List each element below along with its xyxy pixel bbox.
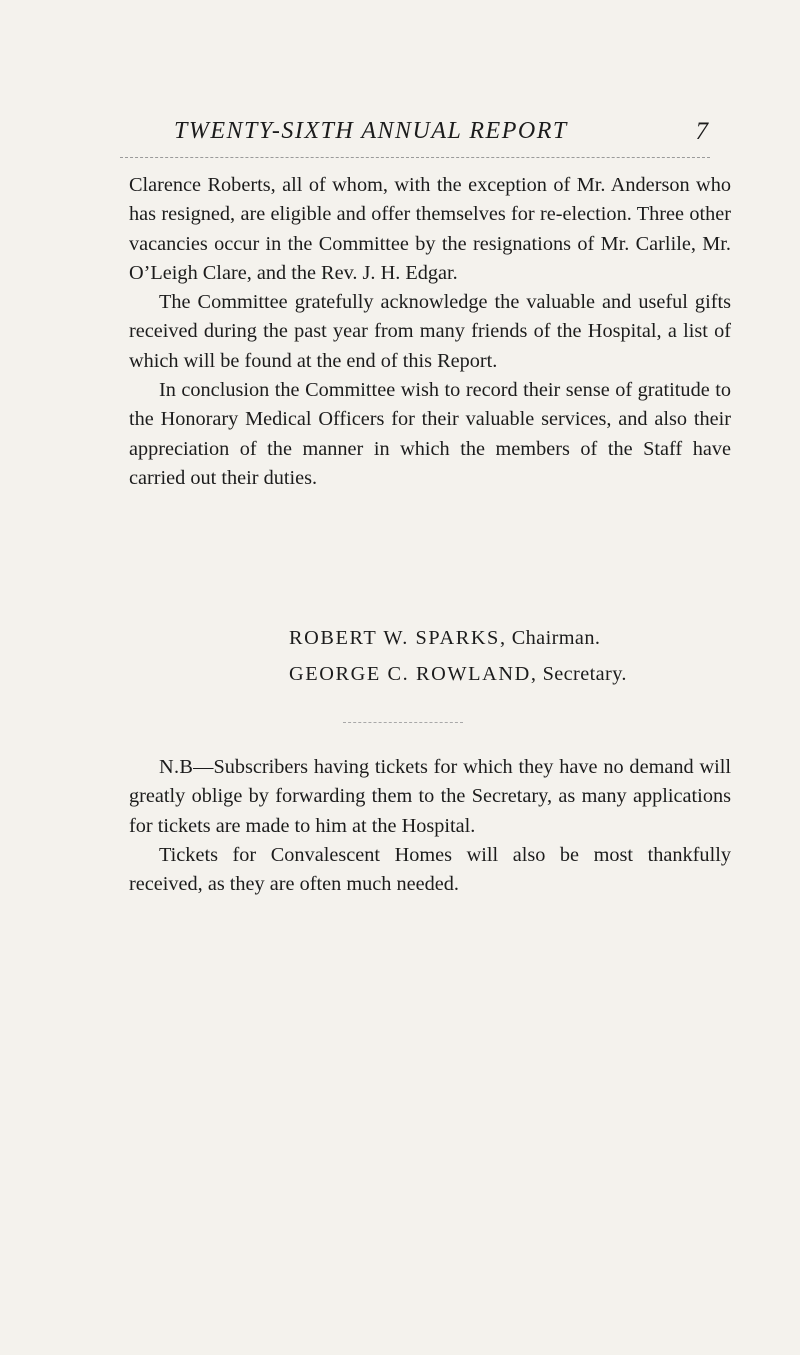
body-paragraph-conclusion: In conclusion the Committee wish to record their sense of gratitude to the Honorary Medical Officers for their valuable services, and also their appreciation of the manner in which the members of the Staff have carried out their duties. bbox=[129, 379, 731, 489]
note-text: —Subscribers having tickets for which they have no demand will greatly oblige by forwarding them to the Secretary, as many applications for tickets are made to him at the Hospital. bbox=[129, 756, 731, 837]
report-body bbox=[129, 171, 731, 493]
signature-chairman bbox=[289, 620, 627, 656]
body-paragraph-gifts: The Committee gratefully acknowledge the valuable and useful gifts received during the past year from many friends of the Hospital, a list of which will be found at the end of this Report. bbox=[129, 291, 731, 372]
signature-secretary bbox=[289, 656, 627, 692]
signature-name: GEORGE C. ROWLAND, bbox=[289, 663, 538, 685]
running-head bbox=[120, 118, 712, 152]
signature-title: Chairman. bbox=[511, 627, 601, 649]
page-number: 7 bbox=[695, 118, 708, 145]
signature-block bbox=[289, 620, 627, 692]
signature-name: ROBERT W. SPARKS, bbox=[289, 627, 507, 649]
subscriber-note bbox=[129, 753, 731, 899]
header-rule bbox=[120, 157, 710, 158]
running-title: TWENTY-SIXTH ANNUAL REPORT bbox=[174, 118, 568, 144]
note-paragraph-convalescent: Tickets for Convalescent Homes will also be most thankfully received, as they are often much needed. bbox=[129, 843, 731, 896]
note-lead: N.B bbox=[159, 756, 194, 778]
note-paragraph-tickets bbox=[129, 753, 731, 841]
signature-title: Secretary. bbox=[542, 663, 627, 685]
body-paragraph-committee-elections: Clarence Roberts, all of whom, with the exception of Mr. Anderson who has resigned, are eligible and offer themselves for re-election. Three other vacancies occur in the Committee by the resignations of Mr. Carlile, Mr. O’Leigh Clare, and the Rev. J. H. Edgar. bbox=[129, 174, 731, 284]
section-divider bbox=[343, 722, 463, 723]
